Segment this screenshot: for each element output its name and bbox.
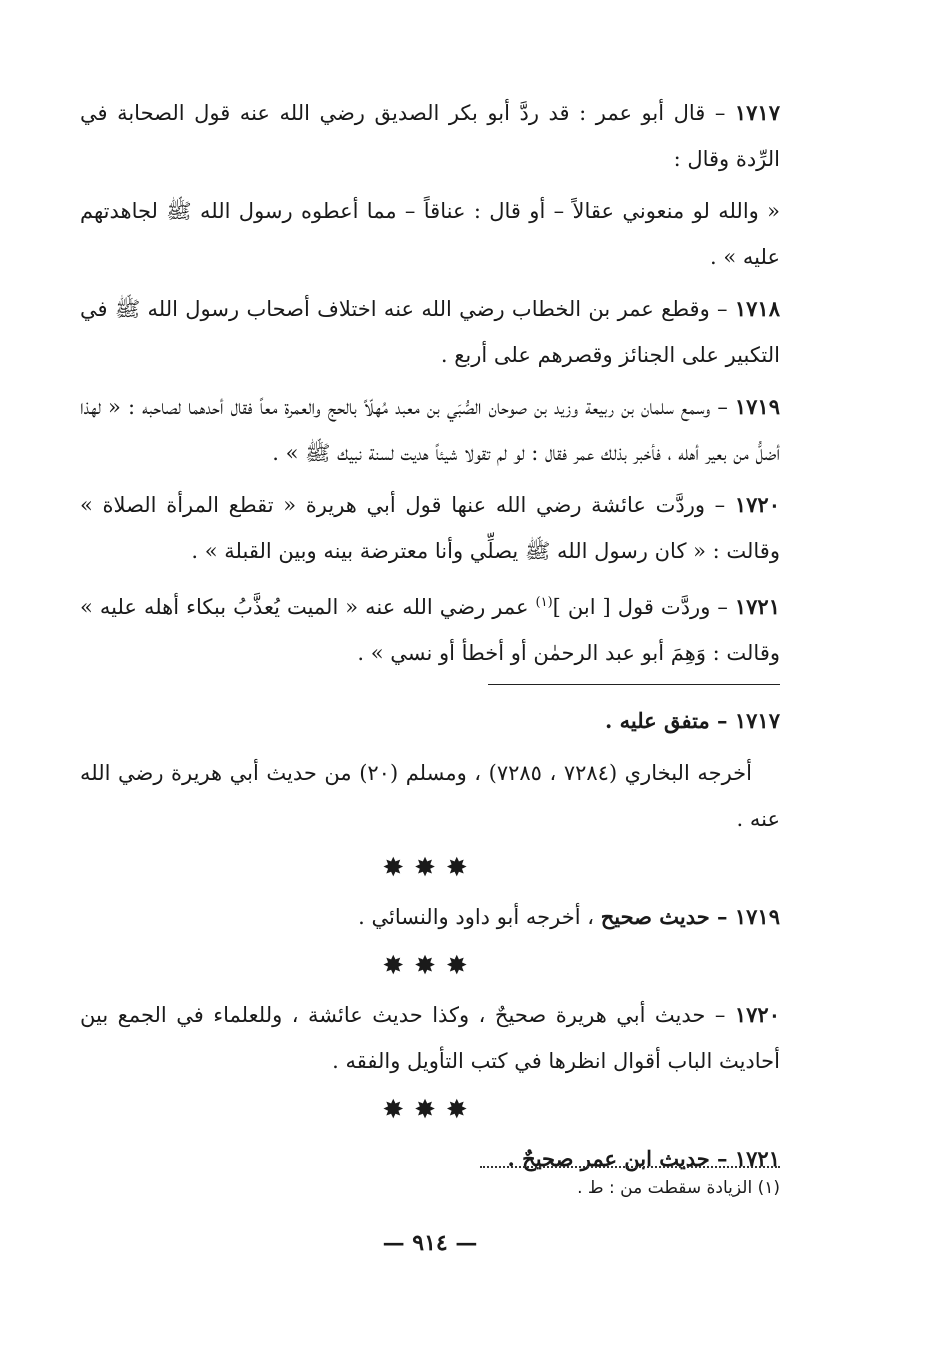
stars-divider: ✸✸✸ — [382, 1095, 478, 1125]
note-title: – حديث صحيح — [600, 904, 735, 929]
hadith-number: ١٧٢٠ — [734, 492, 780, 517]
para-1720 — [80, 482, 780, 574]
note-1720 — [80, 992, 780, 1084]
note-1717-title — [80, 698, 780, 744]
stars-divider: ✸✸✸ — [382, 853, 478, 883]
note-text: أخرجه البخاري (٧٢٨٤ ، ٧٢٨٥) ، ومسلم (٢٠) من حديث أبي هريرة رضي الله عنه . — [80, 761, 780, 831]
footnote-separator — [480, 1166, 780, 1168]
hadith-number: ١٧١٩ — [734, 394, 780, 419]
hadith-text: – وقطع عمر بن الخطاب رضي الله عنه اختلاف أصحاب رسول الله ﷺ في التكبير على الجنائز وقصرهم على أربع . — [80, 297, 780, 367]
note-title: – حديث ابن عمر صحيحٌ . — [507, 1146, 735, 1171]
footnote-ref[interactable]: (١) — [535, 595, 553, 610]
note-1721 — [80, 1136, 780, 1182]
hadith-text: « والله لو منعوني عقالاً – أو قال : عناقاً – مما أعطوه رسول الله ﷺ لجاهدتهم عليه » . — [80, 199, 780, 269]
note-text: – حديث أبي هريرة صحيحٌ ، وكذا حديث عائشة ، وللعلماء في الجمع بين أحاديث الباب أقوال انظرها في كتب التأويل والفقه . — [80, 1003, 780, 1073]
notes-separator — [488, 684, 780, 685]
footnote: (١) الزيادة سقطت من : ط . — [577, 1178, 780, 1198]
para-1717 — [80, 90, 780, 182]
hadith-text: – قال أبو عمر : قد ردَّ أبو بكر الصديق رضي الله عنه قول الصحابة في الرِّدة وقال : — [80, 101, 780, 171]
stars-divider: ✸✸✸ — [382, 951, 478, 981]
note-number: ١٧٢١ — [734, 1146, 780, 1171]
hadith-number: ١٧٢١ — [734, 594, 780, 619]
note-1717-body — [80, 750, 780, 842]
hadith-number: ١٧١٧ — [734, 100, 780, 125]
note-number: ١٧١٩ — [734, 904, 780, 929]
hadith-text: عمر رضي الله عنه « الميت يُعذَّبُ ببكاء أهله عليه » وقالت : وَهِمَ أبو عبد الرحمٰن أو أخطأ أو نسي » . — [80, 595, 780, 665]
para-1719 — [80, 384, 780, 476]
note-text: ، أخرجه أبو داود والنسائي . — [358, 905, 601, 929]
page — [80, 90, 780, 1290]
hadith-text: – وردَّت عائشة رضي الله عنها قول أبي هريرة « تقطع المرأة الصلاة » وقالت : « كان رسول الله ﷺ يصلِّي وأنا معترضة بينه وبين القبلة » . — [80, 493, 780, 563]
note-1719 — [80, 894, 780, 940]
para-1717-quote — [80, 188, 780, 280]
page-number: — ٩١٤ — — [382, 1230, 478, 1256]
hadith-number: ١٧١٨ — [734, 296, 780, 321]
hadith-text: – وردَّت قول [ ابن ] — [552, 595, 735, 619]
notes-section — [80, 698, 780, 1188]
note-number: ١٧١٧ — [734, 708, 780, 733]
note-title: – متفق عليه . — [605, 708, 735, 733]
hadith-text: – وسمع سلمان بن ربيعة وزيد بن صوحان الصُّبَي بن معبد مُهلّاً بالحج والعمرة معاً فقال أحدهما لصاحبه : « لهذا أضلُّ من بعير أهله ، فأخبر بذلك عمر فقال : لو لم تقولا شيئاً هديت لسنة نبيك ﷺ » . — [80, 395, 780, 465]
para-1721 — [80, 580, 780, 676]
note-number: ١٧٢٠ — [734, 1002, 780, 1027]
para-1718 — [80, 286, 780, 378]
